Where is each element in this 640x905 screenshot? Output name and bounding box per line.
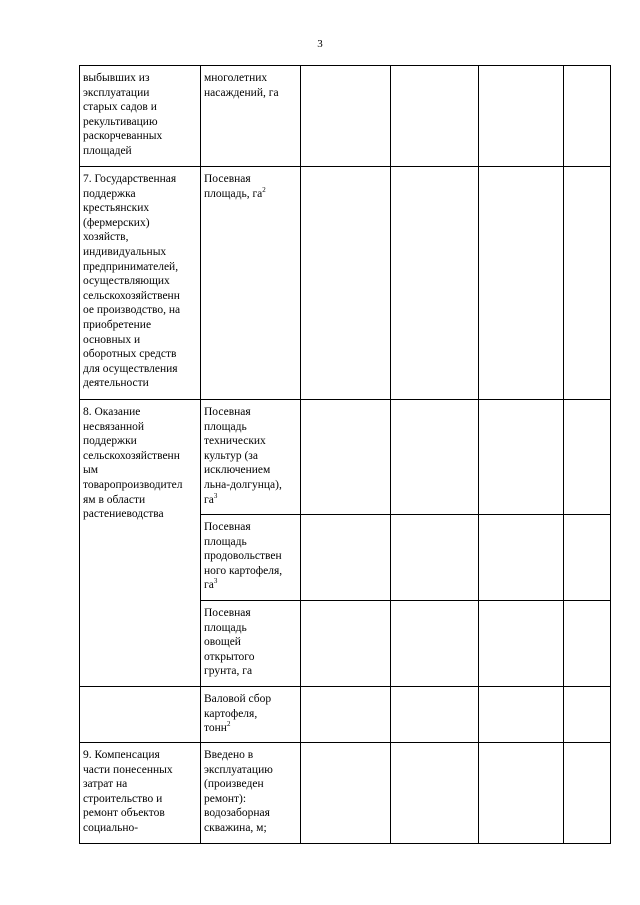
measure-cell: выбывших из эксплуатации старых садов и рекультивацию раскорчеванных площадей	[80, 66, 201, 167]
value-cell	[301, 515, 391, 601]
footnote-ref: 3	[213, 491, 218, 500]
value-cell	[391, 515, 479, 601]
table-row	[80, 687, 611, 743]
table-row	[80, 66, 611, 167]
value-cell	[391, 687, 479, 743]
value-cell	[301, 687, 391, 743]
value-cell	[301, 66, 391, 167]
indicator-cell: многолетних насаждений, га	[201, 66, 301, 167]
value-cell	[391, 400, 479, 515]
footnote-ref: 3	[213, 577, 218, 586]
value-cell	[391, 167, 479, 400]
value-cell	[479, 400, 564, 515]
value-cell	[479, 167, 564, 400]
table-row	[80, 400, 611, 515]
value-cell	[479, 743, 564, 844]
measure-cell: 9. Компенсация части понесенных затрат на строительство и ремонт объектов социально-	[80, 743, 201, 844]
indicator-cell: Посевная площадь продовольствен ного картофеля, $га^3$	[201, 515, 301, 601]
value-cell	[301, 400, 391, 515]
value-cell	[301, 167, 391, 400]
value-cell	[301, 601, 391, 687]
value-cell	[479, 515, 564, 601]
value-cell	[564, 400, 611, 515]
measures-table	[79, 65, 611, 844]
measure-cell	[80, 687, 201, 743]
footnote-ref: 2	[226, 720, 231, 729]
value-cell	[564, 167, 611, 400]
table-row	[80, 167, 611, 400]
value-cell	[391, 66, 479, 167]
value-cell	[564, 743, 611, 844]
value-cell	[564, 515, 611, 601]
value-cell	[391, 601, 479, 687]
indicator-cell: Посевная площадь, $га^2$	[201, 167, 301, 400]
footnote-ref: 2	[262, 185, 266, 194]
value-cell	[564, 687, 611, 743]
value-cell	[391, 743, 479, 844]
measure-cell: 8. Оказание несвязанной поддержки сельскохозяйственн ым товаропроизводител ям в области растениеводства	[80, 400, 201, 687]
value-cell	[479, 687, 564, 743]
value-cell	[479, 601, 564, 687]
page-number: 3	[317, 38, 323, 50]
indicator-cell: Валовой сбор картофеля, тонн$^2$	[201, 687, 301, 743]
value-cell	[564, 601, 611, 687]
value-cell	[564, 66, 611, 167]
table-row	[80, 743, 611, 844]
indicator-cell: Посевная площадь технических культур (за исключением льна-долгунца), $га^3$	[201, 400, 301, 515]
indicator-cell: Введено в эксплуатацию (произведен ремонт): водозаборная скважина, м;	[201, 743, 301, 844]
value-cell	[479, 66, 564, 167]
value-cell	[301, 743, 391, 844]
measure-cell: 7. Государственная поддержка крестьянских (фермерских) хозяйств, индивидуальных предпринимателей, осуществляющих сельскохозяйственн ое производство, на приобретение основных и оборотных средств для осуществления деятельности	[80, 167, 201, 400]
indicator-cell: Посевная площадь овощей открытого грунта, га	[201, 601, 301, 687]
